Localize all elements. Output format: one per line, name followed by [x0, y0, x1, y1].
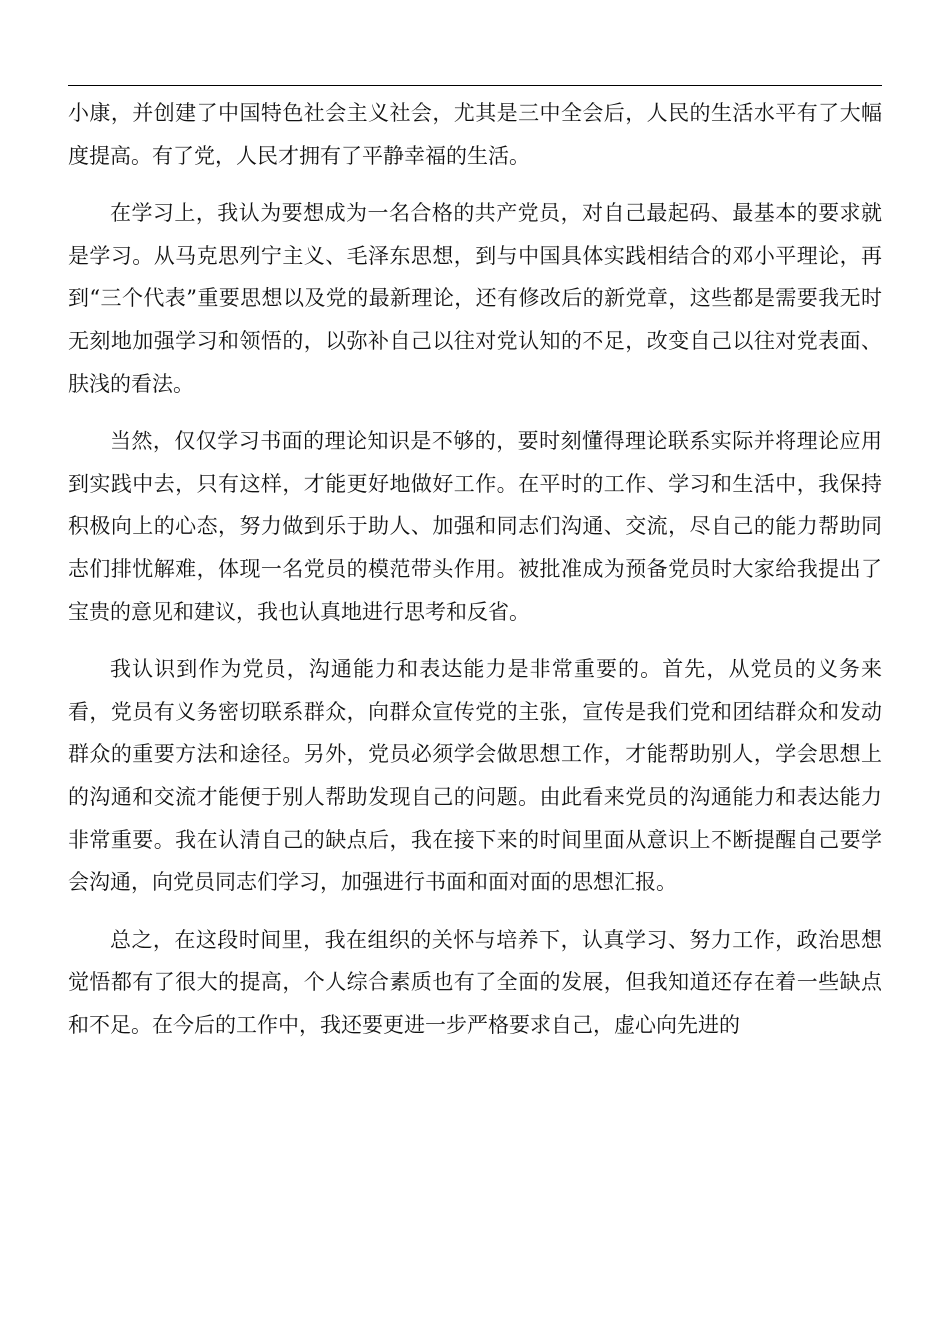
paragraph-continued: 小康，并创建了中国特色社会主义社会，尤其是三中全会后，人民的生活水平有了大幅度提高。有了党，人民才拥有了平静幸福的生活。	[68, 101, 882, 168]
paragraph-study: 在学习上，我认为要想成为一名合格的共产党员，对自己最起码、最基本的要求就是学习。从马克思列宁主义、毛泽东思想，到与中国具体实践相结合的邓小平理论，再到“三个代表”重要思想以及党的最新理论，还有修改后的新党章，这些都是需要我无时无刻地加强学习和领悟的，以弥补自己以往对党认知的不足，改变自己以往对党表面、肤浅的看法。	[68, 201, 882, 396]
paragraph-summary: 总之，在这段时间里，我在组织的关怀与培养下，认真学习、努力工作，政治思想觉悟都有了很大的提高，个人综合素质也有了全面的发展，但我知道还存在着一些缺点和不足。在今后的工作中，我还要更进一步严格要求自己，虚心向先进的	[68, 927, 882, 1037]
document-body	[68, 92, 882, 1061]
paragraph-practice: 当然，仅仅学习书面的理论知识是不够的，要时刻懂得理论联系实际并将理论应用到实践中去，只有这样，才能更好地做好工作。在平时的工作、学习和生活中，我保持积极向上的心态，努力做到乐于助人、加强和同志们沟通、交流，尽自己的能力帮助同志们排忧解难，体现一名党员的模范带头作用。被批准成为预备党员时大家给我提出了宝贵的意见和建议，我也认真地进行思考和反省。	[68, 429, 882, 624]
header-rule	[68, 85, 882, 86]
paragraph-communication: 我认识到作为党员，沟通能力和表达能力是非常重要的。首先，从党员的义务来看，党员有义务密切联系群众，向群众宣传党的主张，宣传是我们党和团结群众和发动群众的重要方法和途径。另外，党员必须学会做思想工作，才能帮助别人，学会思想上的沟通和交流才能便于别人帮助发现自己的问题。由此看来党员的沟通能力和表达能力非常重要。我在认清自己的缺点后，我在接下来的时间里面从意识上不断提醒自己要学会沟通，向党员同志们学习，加强进行书面和面对面的思想汇报。	[68, 657, 882, 895]
